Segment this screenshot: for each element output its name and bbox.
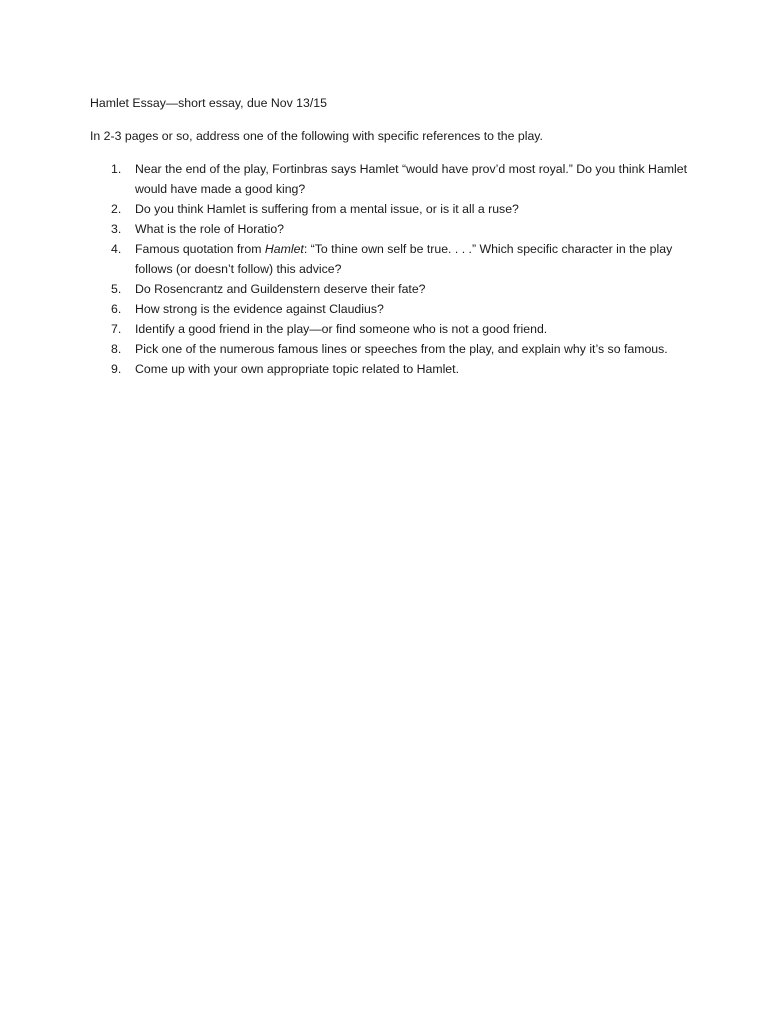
topic-number: 9. [111, 362, 122, 376]
topic-text: How strong is the evidence against Claudius? [135, 302, 384, 316]
topic-text: Come up with your own appropriate topic related to Hamlet. [135, 362, 459, 376]
topic-number: 5. [111, 282, 122, 296]
topic-list [90, 159, 690, 379]
topic-item-7 [90, 319, 690, 339]
topic-item-6 [90, 299, 690, 319]
topic-item-2 [90, 199, 690, 219]
topic-item-5 [90, 279, 690, 299]
topic-number: 4. [111, 242, 122, 256]
topic-number: 7. [111, 322, 122, 336]
topic-text: Do Rosencrantz and Guildenstern deserve their fate? [135, 282, 426, 296]
topic-text-pre: Famous quotation from [135, 242, 265, 256]
topic-item-4 [90, 239, 690, 279]
topic-text: What is the role of Horatio? [135, 222, 284, 236]
topic-text [135, 242, 672, 276]
topic-text-post: : “To thine own self be true. . . .” Which specific character in the play follows (or doesn’t follow) this advice? [135, 242, 673, 276]
topic-item-1 [90, 159, 690, 199]
topic-number: 8. [111, 342, 122, 356]
topic-text: Near the end of the play, Fortinbras says Hamlet “would have prov’d most royal.” Do you think Hamlet would have made a good king? [135, 162, 688, 196]
topic-number: 3. [111, 222, 122, 236]
topic-number: 2. [111, 202, 122, 216]
document-body [90, 93, 690, 379]
topic-item-9 [90, 359, 690, 379]
intro-paragraph: In 2-3 pages or so, address one of the following with specific references to the play. [90, 129, 543, 143]
play-title-italic: Hamlet [264, 242, 304, 256]
topic-text: Pick one of the numerous famous lines or speeches from the play, and explain why it’s so famous. [135, 342, 668, 356]
topic-item-8 [90, 339, 690, 359]
topic-number: 1. [111, 162, 122, 176]
topic-number: 6. [111, 302, 122, 316]
topic-item-3 [90, 219, 690, 239]
topic-text: Identify a good friend in the play—or find someone who is not a good friend. [135, 322, 548, 336]
topic-text: Do you think Hamlet is suffering from a mental issue, or is it all a ruse? [135, 202, 519, 216]
document-title: Hamlet Essay—short essay, due Nov 13/15 [90, 96, 327, 110]
